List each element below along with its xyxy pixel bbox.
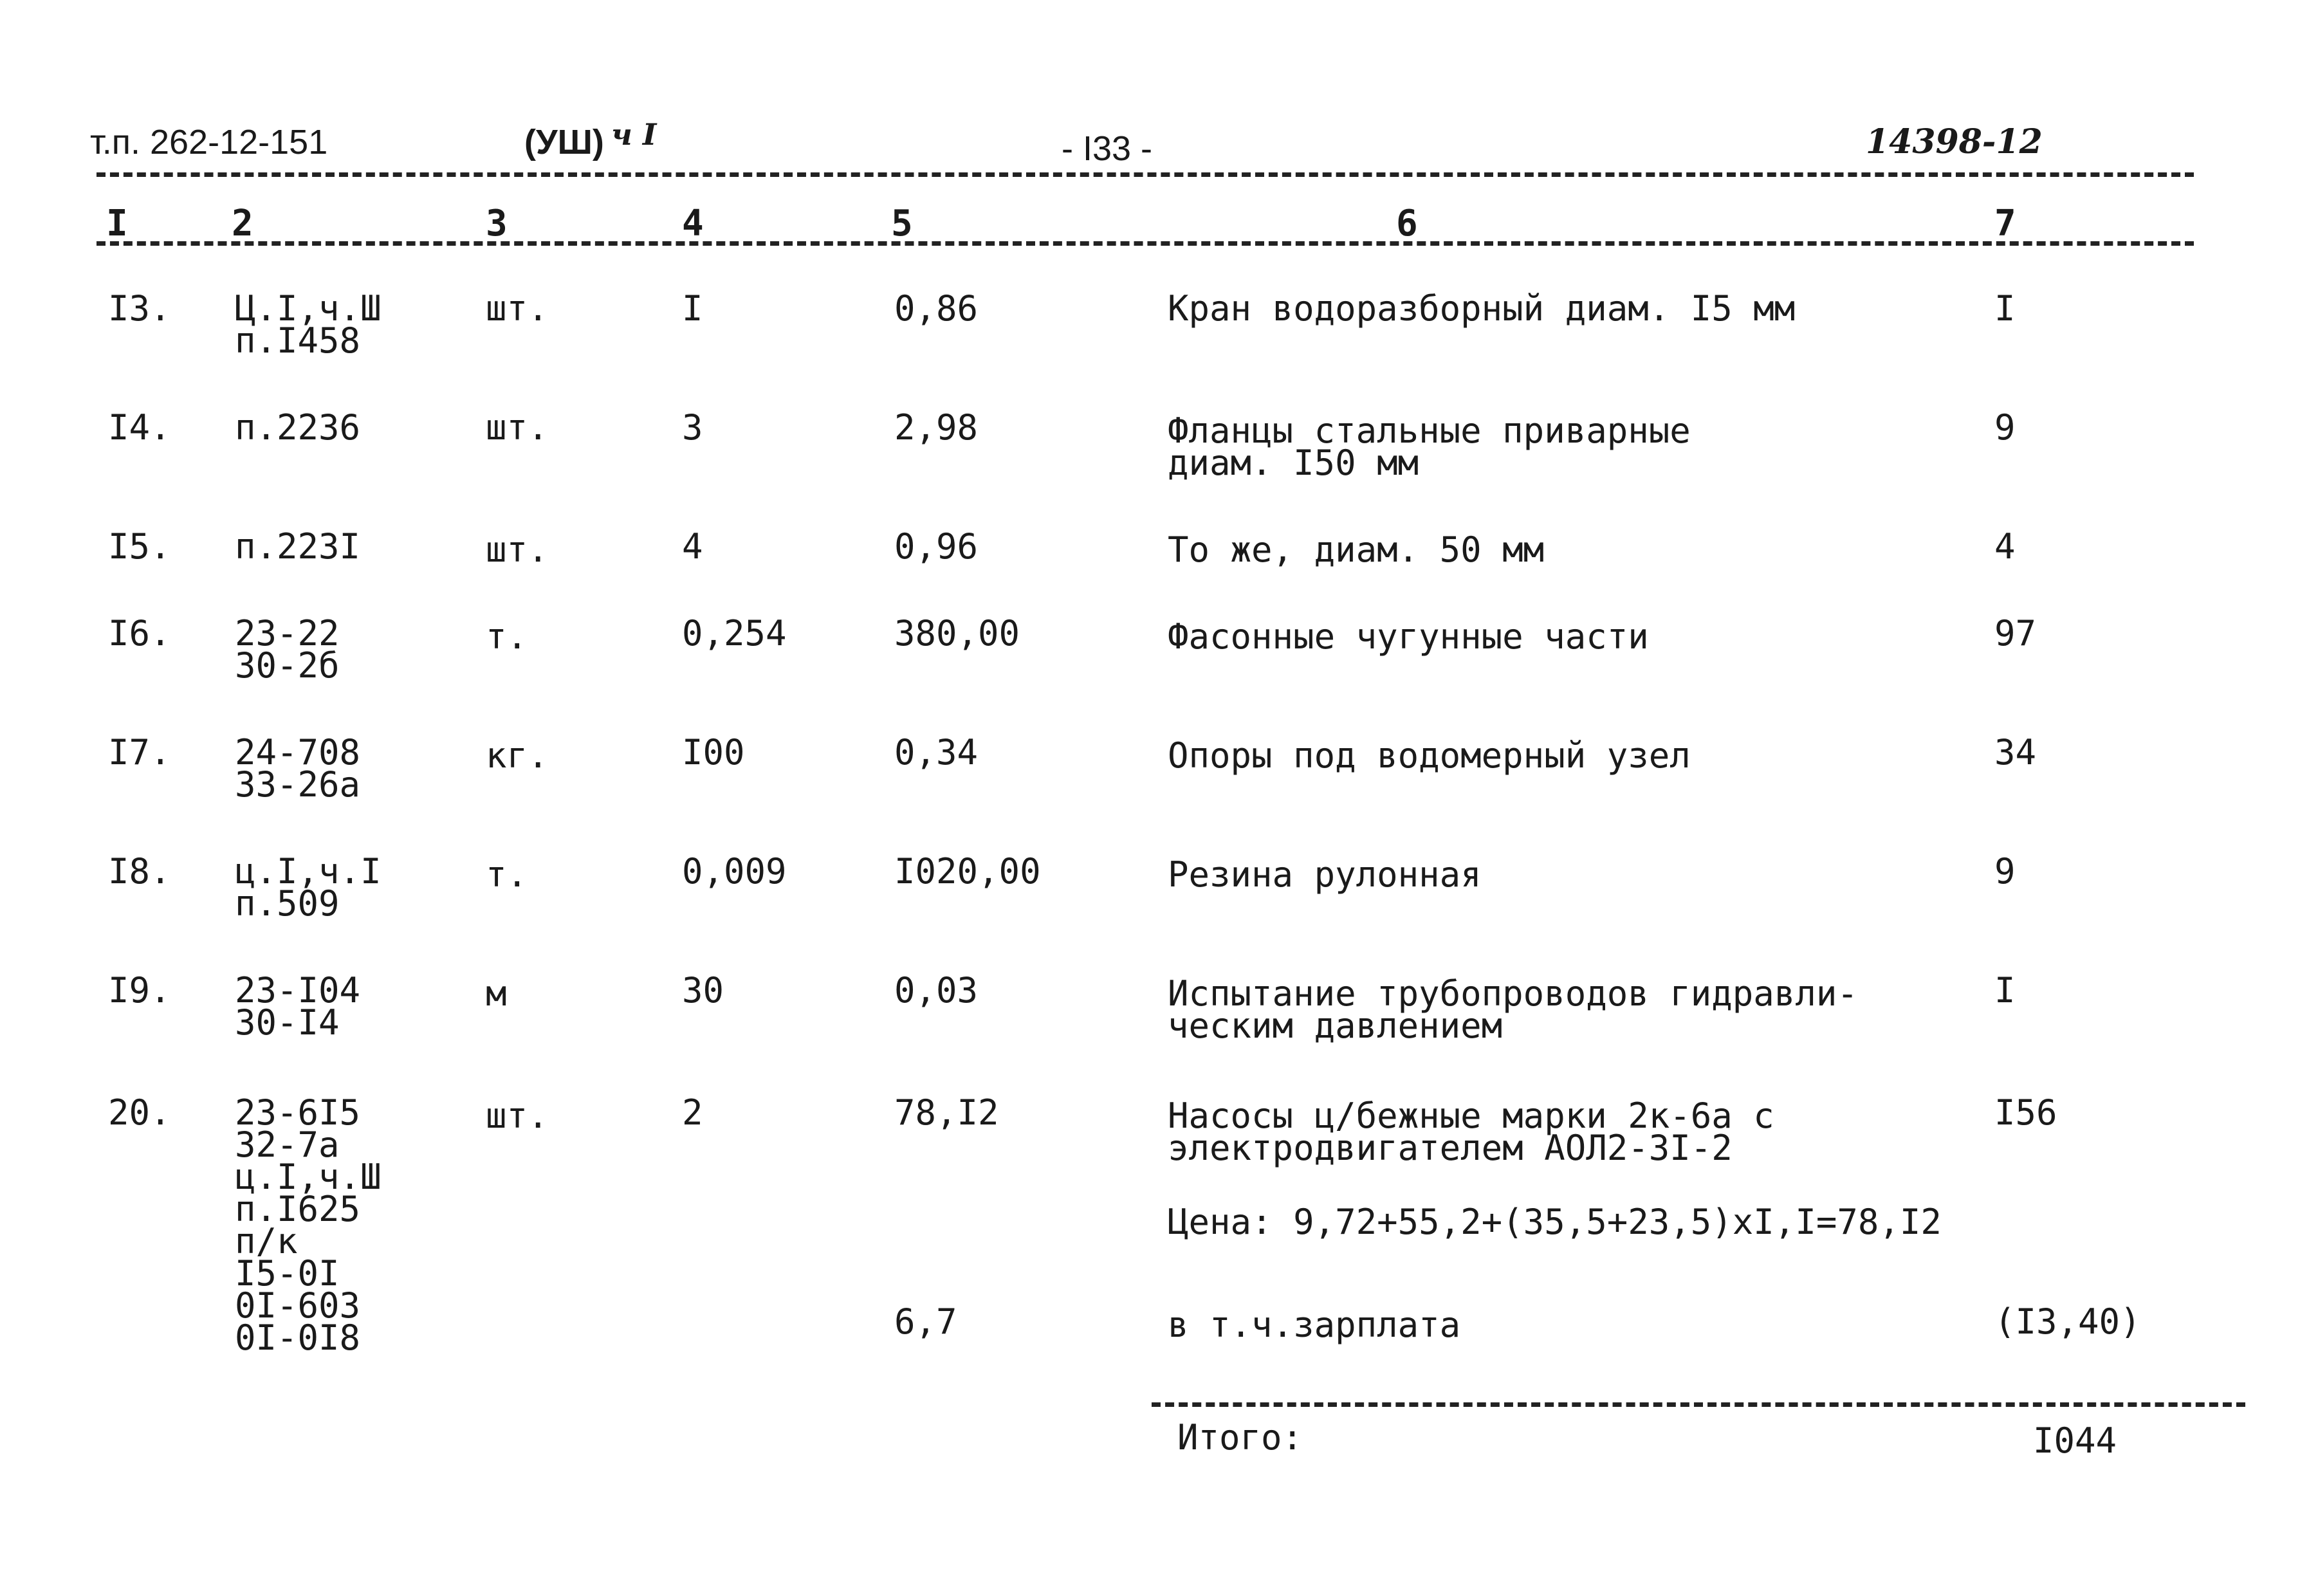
unit-price: 0,96 <box>894 526 979 567</box>
item-description: То же, диам. 50 мм <box>1168 529 1545 570</box>
unit-price: 0,03 <box>894 970 979 1011</box>
quantity: I <box>682 288 703 329</box>
item-description: Резина рулонная <box>1168 854 1482 895</box>
unit-price: 0,34 <box>894 732 979 773</box>
unit-price: I020,00 <box>894 851 1041 892</box>
total-cost: I <box>1994 970 2016 1011</box>
unit: кг. <box>486 735 549 776</box>
quantity: 4 <box>682 526 703 567</box>
row-number: I7. <box>108 732 171 773</box>
row-number: I5. <box>108 526 171 567</box>
item-description: Опоры под водомерный узел <box>1168 735 1691 776</box>
row-number: I6. <box>108 613 171 654</box>
summary-total: I044 <box>2033 1420 2117 1461</box>
reference-code: Ц.I,ч.Ш п.I458 <box>235 288 382 361</box>
item-description: Насосы ц/бежные марки 2к-6а с электродвигателем АОЛ2-3I-2 <box>1168 1096 1774 1168</box>
column-number: 7 <box>1994 203 2016 244</box>
unit: шт. <box>486 407 549 448</box>
unit: шт. <box>486 529 549 570</box>
column-number: 2 <box>232 203 253 244</box>
unit: м <box>486 973 507 1014</box>
column-number: 5 <box>891 203 913 244</box>
column-number: 4 <box>682 203 704 244</box>
column-header-rule <box>97 241 2194 246</box>
total-cost: 97 <box>1994 613 2037 654</box>
total-cost: 4 <box>1994 526 2016 567</box>
total-cost: 34 <box>1994 732 2037 773</box>
archive-number: 14398-12 <box>1866 122 2043 161</box>
item-description: Фасонные чугунные части <box>1168 616 1649 657</box>
section-mark: (УШ) <box>524 123 604 161</box>
unit: шт. <box>486 288 549 329</box>
quantity: 0,009 <box>682 851 787 892</box>
item-description: Фланцы стальные приварные диам. I50 мм <box>1168 410 1691 483</box>
unit-price: 380,00 <box>894 613 1020 654</box>
reference-code: 24-708 33-26а <box>235 732 361 805</box>
page-number: - I33 - <box>1062 129 1153 168</box>
unit: шт. <box>486 1096 549 1136</box>
row-number: I9. <box>108 970 171 1011</box>
reference-code: 23-22 30-2б <box>235 613 340 686</box>
price-calculation: Цена: 9,72+55,2+(35,5+23,5)хI,I=78,I2 <box>1168 1202 1942 1242</box>
total-cost: I56 <box>1994 1092 2057 1133</box>
wage-price: 6,7 <box>894 1301 957 1342</box>
item-description: Кран водоразборный диам. I5 мм <box>1168 288 1796 329</box>
quantity: I00 <box>682 732 745 773</box>
doc-reference: т.п. 262-12-151 <box>90 123 328 161</box>
unit-price: 78,I2 <box>894 1092 999 1133</box>
unit-price: 2,98 <box>894 407 979 448</box>
reference-code: п.2236 <box>235 407 361 448</box>
row-number: I4. <box>108 407 171 448</box>
total-cost: 9 <box>1994 407 2016 448</box>
total-cost: 9 <box>1994 851 2016 892</box>
row-number: I8. <box>108 851 171 892</box>
quantity: 3 <box>682 407 703 448</box>
unit-price: 0,86 <box>894 288 979 329</box>
total-cost: I <box>1994 288 2016 329</box>
row-number: I3. <box>108 288 171 329</box>
unit: т. <box>486 854 528 895</box>
column-number: I <box>106 203 128 244</box>
quantity: 30 <box>682 970 724 1011</box>
quantity: 2 <box>682 1092 703 1133</box>
row-number: 20. <box>108 1092 171 1133</box>
header-rule <box>97 172 2194 177</box>
summary-label: Итого: <box>1177 1417 1303 1458</box>
reference-code: ц.I,ч.I п.509 <box>235 851 382 924</box>
wage-total: (I3,40) <box>1994 1301 2141 1342</box>
reference-code: 23-6I5 32-7а ц.I,ч.Ш п.I625 п/к I5-0I 0I-603 0I-0I8 <box>235 1092 382 1358</box>
reference-code: 23-I04 30-I4 <box>235 970 361 1043</box>
summary-rule <box>1152 1402 2245 1407</box>
item-description: Испытание трубопроводов гидравли- ческим давлением <box>1168 973 1858 1046</box>
column-number: 6 <box>1396 203 1418 244</box>
quantity: 0,254 <box>682 613 787 654</box>
wage-label: в т.ч.зарплата <box>1168 1305 1461 1345</box>
unit: т. <box>486 616 528 657</box>
column-number: 3 <box>486 203 508 244</box>
reference-code: п.223I <box>235 526 361 567</box>
handwritten-mark: ч I <box>611 117 657 152</box>
